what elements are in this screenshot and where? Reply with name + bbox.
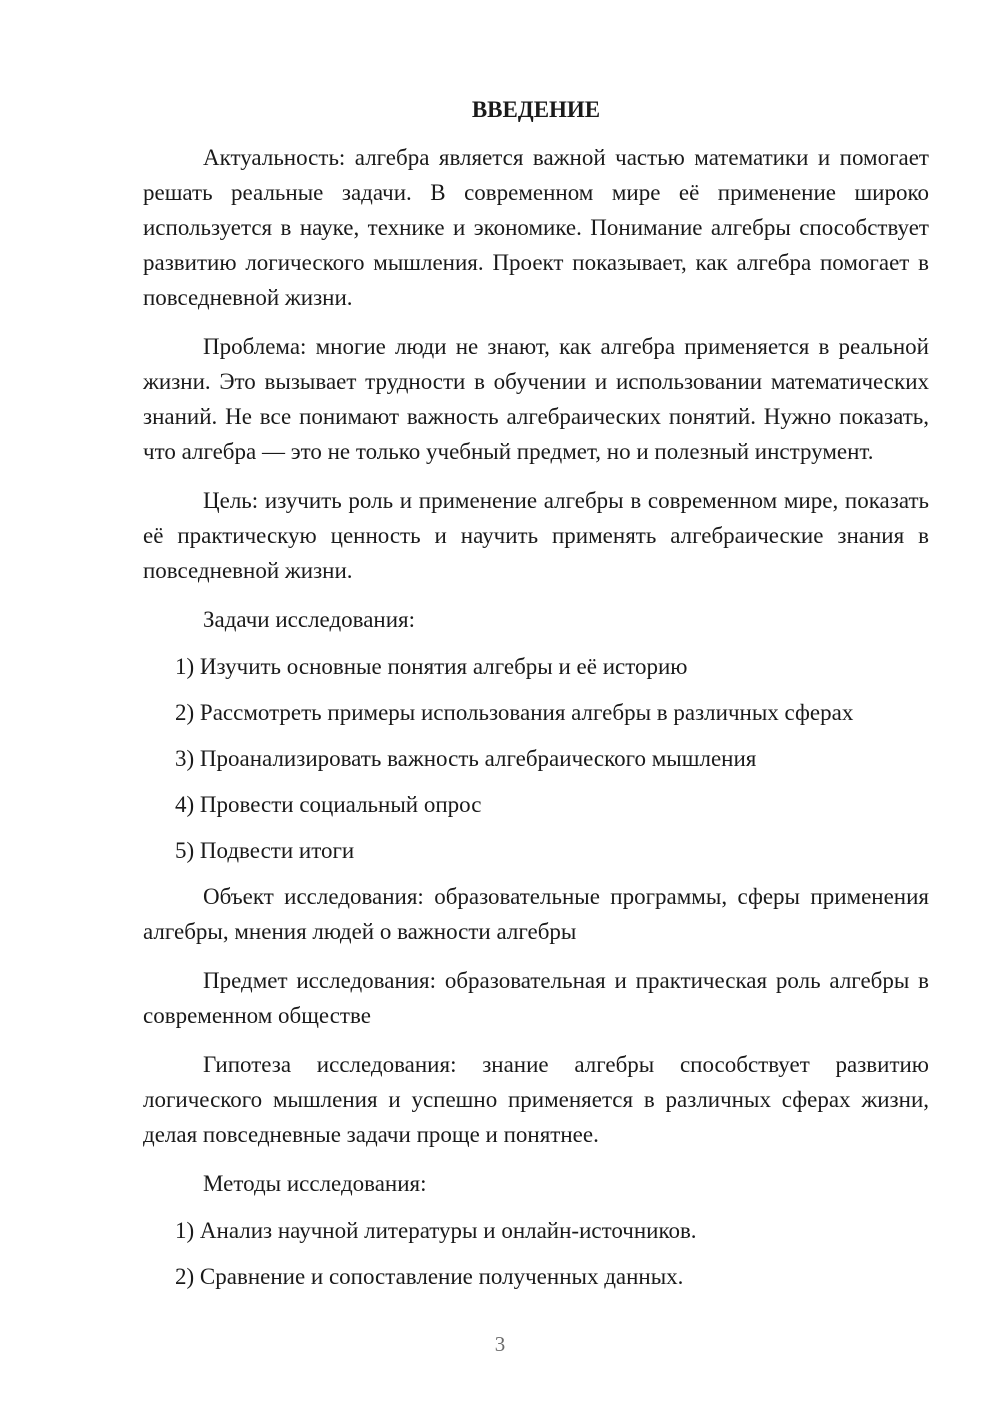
tasks-list: [143, 649, 929, 868]
methods-list: [143, 1213, 929, 1294]
task-item: 2) Рассмотреть примеры использования алгебры в различных сферах: [175, 700, 854, 725]
object-paragraph: Объект исследования: образовательные программы, сферы применения алгебры, мнения людей о важности алгебры: [143, 884, 929, 944]
goal-paragraph: Цель: изучить роль и применение алгебры в современном мире, показать её практическую ценность и научить применять алгебраические знания в повседневной жизни.: [143, 488, 929, 583]
hypothesis-paragraph: Гипотеза исследования: знание алгебры способствует развитию логического мышления и успешно применяется в различных сферах жизни, делая повседневные задачи проще и понятнее.: [143, 1052, 929, 1147]
subject-paragraph: Предмет исследования: образовательная и практическая роль алгебры в современном обществе: [143, 968, 929, 1028]
method-item: 1) Анализ научной литературы и онлайн-источников.: [175, 1218, 697, 1243]
task-item: 5) Подвести итоги: [175, 838, 355, 863]
method-item: 2) Сравнение и сопоставление полученных данных.: [175, 1264, 684, 1289]
page-number: 3: [494, 1332, 506, 1356]
task-item: 1) Изучить основные понятия алгебры и её историю: [175, 654, 688, 679]
task-item: 3) Проанализировать важность алгебраического мышления: [175, 746, 757, 771]
problem-paragraph: Проблема: многие люди не знают, как алгебра применяется в реальной жизни. Это вызывает трудности в обучении и использовании математических знаний. Не все понимают важность алгебраических понятий. Нужно показать, что алгебра — это не только учебный предмет, но и полезный инструмент.: [143, 334, 929, 464]
tasks-heading: Задачи исследования:: [203, 607, 416, 632]
page-content: [143, 94, 929, 1305]
methods-heading: Методы исследования:: [203, 1171, 427, 1196]
task-item: 4) Провести социальный опрос: [175, 792, 482, 817]
relevance-paragraph: Актуальность: алгебра является важной частью математики и помогает решать реальные задачи. В современном мире её применение широко используется в науке, технике и экономике. Понимание алгебры способствует развитию логического мышления. Проект показывает, как алгебра помогает в повседневной жизни.: [143, 145, 929, 310]
page-title: ВВЕДЕНИЕ: [471, 97, 601, 122]
